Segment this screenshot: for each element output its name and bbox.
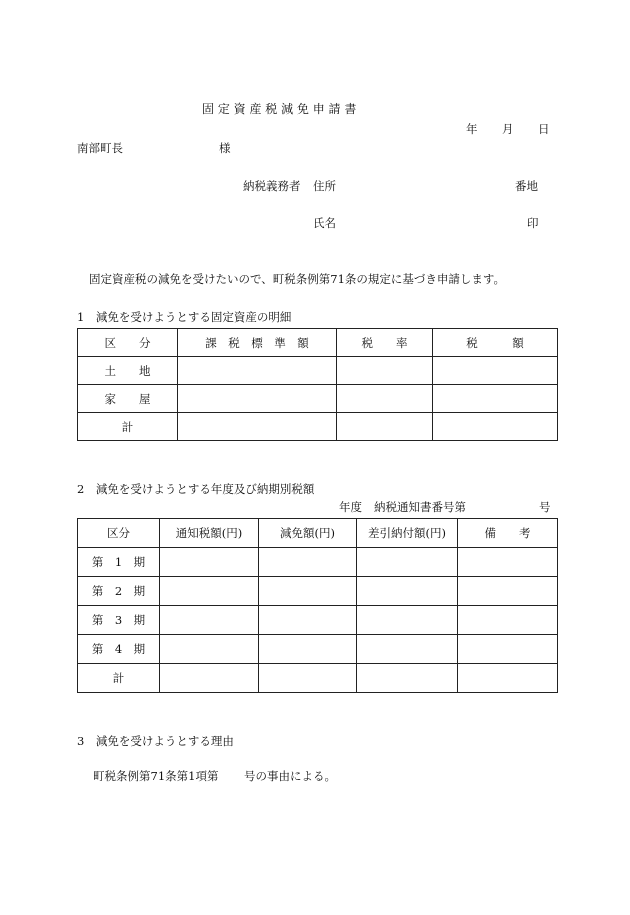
installment-header-remarks: 備 考 <box>458 519 558 548</box>
table-row <box>78 413 558 441</box>
date-day-label: 日 <box>538 122 550 136</box>
reason-suffix: 号の事由による。 <box>244 769 336 783</box>
installment-row-label: 第 4 期 <box>78 635 160 664</box>
installment-cell-reduction[interactable] <box>259 664 357 693</box>
installment-header-reduction: 減免額(円) <box>259 519 357 548</box>
asset-row-label: 計 <box>78 413 178 441</box>
asset-table <box>77 328 558 441</box>
asset-row-label: 土 地 <box>78 357 178 385</box>
installment-cell-reduction[interactable] <box>259 635 357 664</box>
installment-cell-remarks[interactable] <box>458 664 558 693</box>
asset-cell-tax-rate[interactable] <box>337 385 433 413</box>
asset-cell-tax-base[interactable] <box>178 385 337 413</box>
installment-cell-remarks[interactable] <box>458 548 558 577</box>
installment-row-label: 第 1 期 <box>78 548 160 577</box>
taxpayer-label: 納税義務者 <box>243 179 301 193</box>
taxpayer-name-label: 氏名 <box>313 216 336 230</box>
installment-row-label: 第 3 期 <box>78 606 160 635</box>
installment-cell-notified-tax[interactable] <box>160 577 259 606</box>
asset-header-category: 区 分 <box>78 329 178 357</box>
table-row <box>78 357 558 385</box>
installment-cell-net-payment[interactable] <box>357 664 458 693</box>
asset-cell-tax-base[interactable] <box>178 357 337 385</box>
installment-cell-notified-tax[interactable] <box>160 635 259 664</box>
table-row <box>78 606 558 635</box>
installment-header-net-payment: 差引納付額(円) <box>357 519 458 548</box>
installment-cell-remarks[interactable] <box>458 606 558 635</box>
asset-header-tax-base: 課 税 標 準 額 <box>178 329 337 357</box>
notice-number-label: 納税通知書番号第 <box>374 500 466 514</box>
installment-cell-notified-tax[interactable] <box>160 606 259 635</box>
asset-header-tax-rate: 税 率 <box>337 329 433 357</box>
asset-row-label: 家 屋 <box>78 385 178 413</box>
asset-cell-tax-rate[interactable] <box>337 357 433 385</box>
reason-prefix: 町税条例第71条第1項第 <box>93 769 219 783</box>
installment-header-notified-tax: 通知税額(円) <box>160 519 259 548</box>
taxpayer-address-suffix: 番地 <box>515 179 538 193</box>
installment-table <box>77 518 558 693</box>
date-year-label: 年 <box>466 122 478 136</box>
addressee-honorific: 様 <box>219 141 231 155</box>
installment-cell-reduction[interactable] <box>259 606 357 635</box>
document-title: 固 定 資 産 税 減 免 申 請 書 <box>202 102 357 116</box>
table-row <box>78 635 558 664</box>
asset-cell-tax-amount[interactable] <box>433 357 558 385</box>
table-row <box>78 577 558 606</box>
addressee-name: 南部町長 <box>77 141 123 155</box>
installment-cell-reduction[interactable] <box>259 577 357 606</box>
table-row <box>78 548 558 577</box>
taxpayer-seal: 印 <box>527 216 539 230</box>
asset-header-tax-amount: 税 額 <box>433 329 558 357</box>
installment-cell-remarks[interactable] <box>458 635 558 664</box>
taxpayer-address-label: 住所 <box>313 179 336 193</box>
section3-heading: 3 減免を受けようとする理由 <box>77 734 234 748</box>
installment-cell-net-payment[interactable] <box>357 548 458 577</box>
installment-cell-net-payment[interactable] <box>357 635 458 664</box>
asset-cell-tax-base[interactable] <box>178 413 337 441</box>
installment-cell-notified-tax[interactable] <box>160 548 259 577</box>
installment-cell-net-payment[interactable] <box>357 577 458 606</box>
asset-cell-tax-amount[interactable] <box>433 385 558 413</box>
section1-heading: 1 減免を受けようとする固定資産の明細 <box>77 310 292 324</box>
date-month-label: 月 <box>502 122 514 136</box>
installment-cell-reduction[interactable] <box>259 548 357 577</box>
installment-row-label: 第 2 期 <box>78 577 160 606</box>
section2-heading: 2 減免を受けようとする年度及び納期別税額 <box>77 482 315 496</box>
installment-cell-remarks[interactable] <box>458 577 558 606</box>
table-row <box>78 385 558 413</box>
table-row <box>78 664 558 693</box>
installment-cell-notified-tax[interactable] <box>160 664 259 693</box>
notice-year-label: 年度 <box>339 500 362 514</box>
asset-cell-tax-rate[interactable] <box>337 413 433 441</box>
installment-row-label: 計 <box>78 664 160 693</box>
installment-header-category: 区分 <box>78 519 160 548</box>
intro-text: 固定資産税の減免を受けたいので、町税条例第71条の規定に基づき申請します。 <box>89 272 505 286</box>
installment-cell-net-payment[interactable] <box>357 606 458 635</box>
notice-number-suffix: 号 <box>539 500 551 514</box>
asset-cell-tax-amount[interactable] <box>433 413 558 441</box>
